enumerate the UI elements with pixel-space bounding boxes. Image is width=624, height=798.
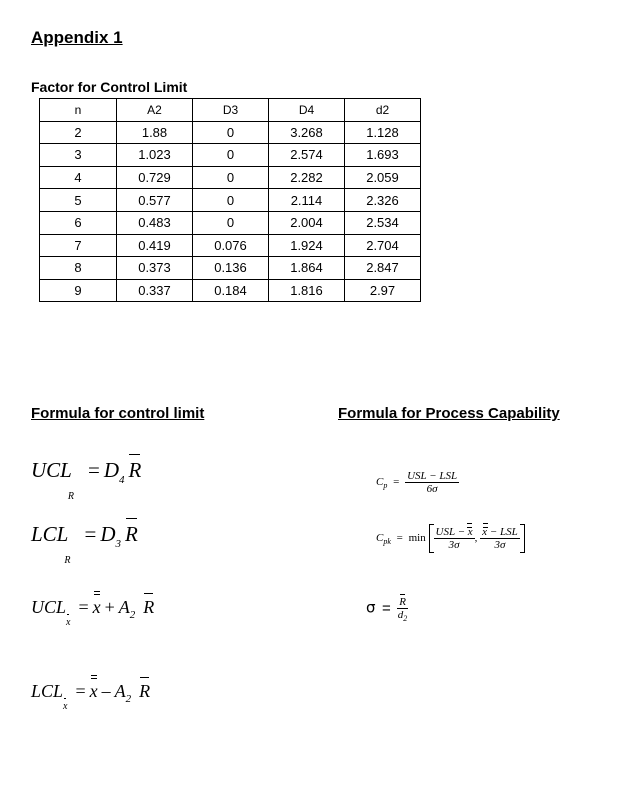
table-row (40, 234, 421, 257)
table-cell: 1.693 (345, 144, 421, 167)
table-cell: 0.419 (117, 234, 193, 257)
table-cell: 1.128 (345, 121, 421, 144)
table-cell: 3.268 (269, 121, 345, 144)
table-cell: 5 (40, 189, 117, 212)
table-cell: 0.184 (193, 279, 269, 302)
table-cell: 0.729 (117, 166, 193, 189)
table-cell: 2.847 (345, 257, 421, 280)
table-cell: 0 (193, 144, 269, 167)
lcl-r-formula: LCL $_R = D_3$ R (31, 522, 138, 547)
ucl-x-formula: UCL x = $x + A_2$ R (31, 597, 154, 618)
table-row (40, 279, 421, 302)
table-cell: 2.004 (269, 211, 345, 234)
table-cell: 0 (193, 211, 269, 234)
sigma-formula: σ = $\frac{R}{d_2}$ (366, 596, 408, 623)
table-cell: 4 (40, 166, 117, 189)
process-capability-section-title: Formula for Process Capability (338, 405, 560, 422)
table-cell: 0.483 (117, 211, 193, 234)
lcl-x-formula: LCL x = x – $A_2$ R (31, 681, 150, 702)
control-factors-table (39, 98, 421, 302)
header-a2: A2 (117, 99, 193, 122)
header-d2: d2 (345, 99, 421, 122)
table-cell: 2.282 (269, 166, 345, 189)
table-header-row (40, 99, 421, 122)
table-cell: 0 (193, 166, 269, 189)
table-row (40, 166, 421, 189)
table-cell: 2.534 (345, 211, 421, 234)
table-cell: 1.023 (117, 144, 193, 167)
table-cell: 2.326 (345, 189, 421, 212)
table-cell: 9 (40, 279, 117, 302)
table-cell: 2 (40, 121, 117, 144)
table-cell: 2.059 (345, 166, 421, 189)
table-cell: 0.076 (193, 234, 269, 257)
table-cell: 2.704 (345, 234, 421, 257)
table-cell: 2.114 (269, 189, 345, 212)
cpk-formula: $C_{pk} = \min$ $\frac{\text{USL − x}}{3\sigma}$ , $\frac{\text{x − LSL}}{3\sigma}$ (376, 524, 525, 553)
table-cell: 0 (193, 121, 269, 144)
appendix-title: Appendix 1 (31, 28, 123, 47)
table-cell: 0 (193, 189, 269, 212)
header-d4: D4 (269, 99, 345, 122)
table-cell: 8 (40, 257, 117, 280)
table-cell: 1.924 (269, 234, 345, 257)
header-n: n (40, 99, 117, 122)
table-cell: 0.337 (117, 279, 193, 302)
ucl-r-formula: UCL $_R = D_4$ R (31, 458, 141, 483)
table-cell: 0.136 (193, 257, 269, 280)
control-limit-section-title: Formula for control limit (31, 405, 205, 422)
header-d3: D3 (193, 99, 269, 122)
cpk-bracket: $\frac{\text{USL − x}}{3\sigma}$ , $\frac{\text{x − LSL}}{3\sigma}$ (429, 524, 525, 553)
table-row (40, 121, 421, 144)
table-cell: 2.574 (269, 144, 345, 167)
table-title: Factor for Control Limit (31, 79, 188, 95)
cp-formula: $C_p$ = $\frac{\text{USL − LSL}}{6\sigma}$ (376, 470, 458, 495)
table-cell: 1.816 (269, 279, 345, 302)
table-row (40, 144, 421, 167)
table-cell: 7 (40, 234, 117, 257)
table-cell: 3 (40, 144, 117, 167)
table-cell: 0.577 (117, 189, 193, 212)
table-cell: 0.373 (117, 257, 193, 280)
table-cell: 1.864 (269, 257, 345, 280)
table-cell: 1.88 (117, 121, 193, 144)
table-cell: 2.97 (345, 279, 421, 302)
table-row (40, 211, 421, 234)
table-row (40, 257, 421, 280)
table-row (40, 189, 421, 212)
table-cell: 6 (40, 211, 117, 234)
